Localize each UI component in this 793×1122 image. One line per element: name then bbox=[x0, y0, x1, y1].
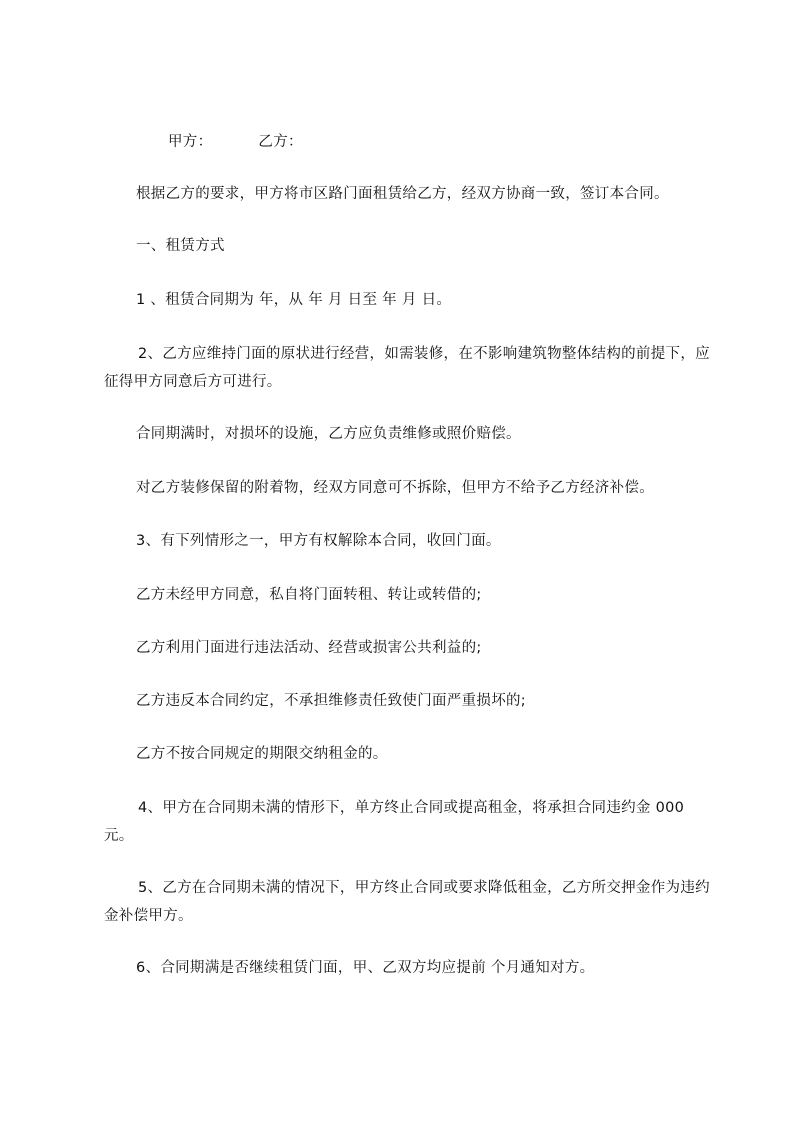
clause-1-lease-term: 1 、租赁合同期为 年，从 年 月 日至 年 月 日。 bbox=[136, 292, 452, 308]
clause-6-renewal-notice: 6、合同期满是否继续租赁门面，甲、乙双方均应提前 个月通知对方。 bbox=[136, 960, 595, 976]
termination-case-sublet: 乙方未经甲方同意，私自将门面转租、转让或转借的; bbox=[136, 587, 482, 603]
party-b-label: 乙方： bbox=[258, 134, 303, 150]
termination-case-illegal: 乙方利用门面进行违法活动、经营或损害公共利益的; bbox=[136, 640, 482, 656]
party-a-label: 甲方： bbox=[168, 134, 213, 150]
clause-attachments: 对乙方装修保留的附着物，经双方同意可不拆除，但甲方不给予乙方经济补偿。 bbox=[136, 480, 654, 496]
section-heading-lease-method: 一、租赁方式 bbox=[136, 238, 225, 254]
clause-5-lessee-deposit: 5、乙方在合同期未满的情况下，甲方终止合同或要求降低租金，乙方所交押金作为违约金补偿甲方。 bbox=[104, 880, 710, 924]
intro-paragraph: 根据乙方的要求，甲方将市区路门面租赁给乙方，经双方协商一致，签订本合同。 bbox=[136, 186, 669, 202]
termination-case-rent: 乙方不按合同规定的期限交纳租金的。 bbox=[136, 746, 388, 762]
clause-expiry-repair: 合同期满时，对损坏的设施，乙方应负责维修或照价赔偿。 bbox=[136, 426, 521, 442]
parties-line bbox=[104, 128, 714, 156]
termination-case-damage: 乙方违反本合同约定，不承担维修责任致使门面严重损坏的; bbox=[136, 693, 526, 709]
clause-4-lessor-breach: 4、甲方在合同期未满的情形下，单方终止合同或提高租金，将承担合同违约金 000 元。 bbox=[104, 800, 685, 844]
clause-2-renovation: 2、乙方应维持门面的原状进行经营，如需装修，在不影响建筑物整体结构的前提下，应征得甲方同意后方可进行。 bbox=[104, 346, 710, 390]
clause-3-termination: 3、有下列情形之一，甲方有权解除本合同，收回门面。 bbox=[136, 533, 501, 549]
